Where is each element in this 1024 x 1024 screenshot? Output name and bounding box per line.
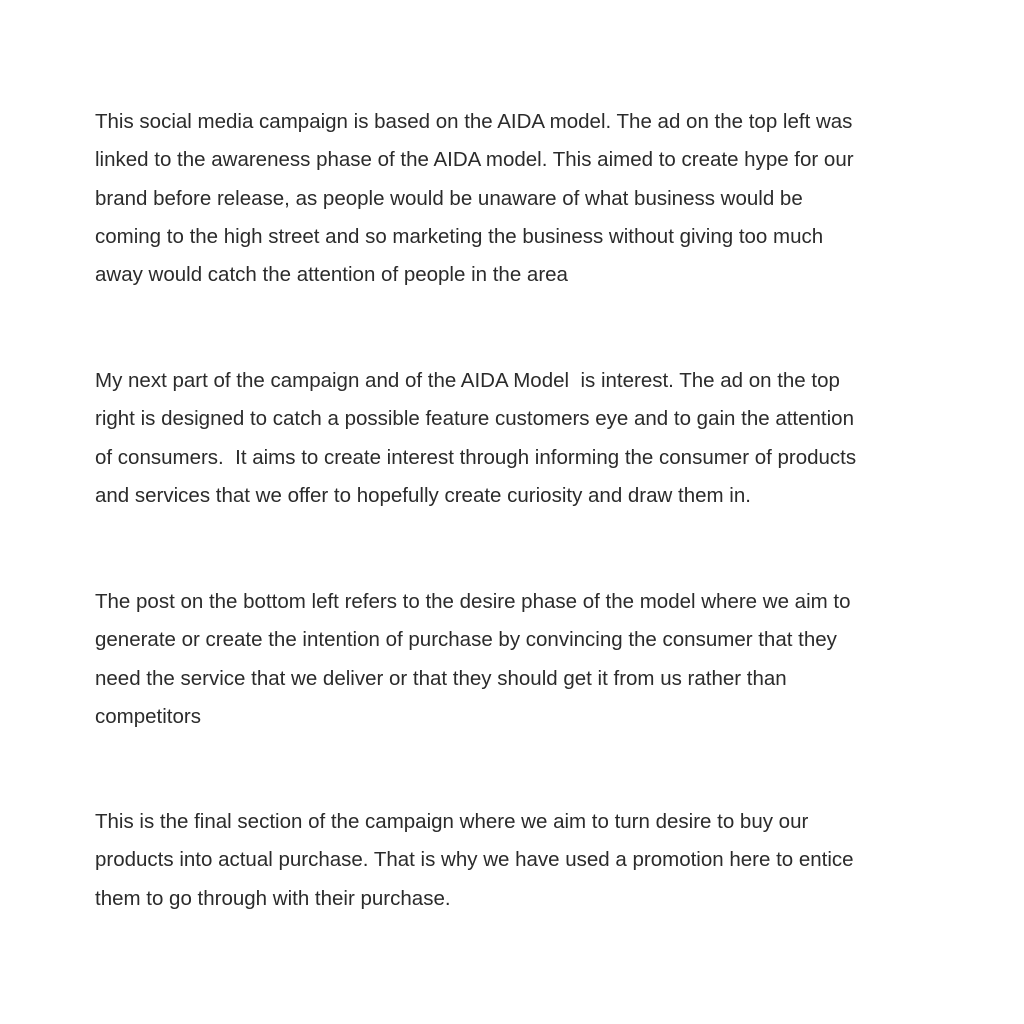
text-line: of consumers. It aims to create interest through informing the consumer of products xyxy=(95,445,857,469)
text-line: away would catch the attention of people in the area xyxy=(95,263,568,287)
text-line: The post on the bottom left refers to the desire phase of the model where we aim to xyxy=(95,590,851,613)
text-line: them to go through with their purchase. xyxy=(95,886,451,910)
text-line: products into actual purchase. That is why we have used a promotion here to entice xyxy=(95,848,854,872)
text-line: need the service that we deliver or that they should get it from us rather than xyxy=(95,666,787,690)
paragraph-awareness xyxy=(95,103,854,294)
paragraph-action xyxy=(95,803,854,918)
text-line: My next part of the campaign and of the AIDA Model is interest. The ad on the top xyxy=(95,369,840,392)
text-line: linked to the awareness phase of the AIDA model. This aimed to create hype for our xyxy=(95,148,854,172)
paragraph-desire xyxy=(95,583,851,736)
paragraph-interest xyxy=(95,362,856,515)
text-line: This is the final section of the campaign where we aim to turn desire to buy our xyxy=(95,810,809,833)
text-line: right is designed to catch a possible feature customers eye and to gain the attention xyxy=(95,407,854,431)
text-line: This social media campaign is based on the AIDA model. The ad on the top left was xyxy=(95,110,853,133)
text-line: brand before release, as people would be unaware of what business would be xyxy=(95,186,803,210)
text-line: generate or create the intention of purchase by convincing the consumer that they xyxy=(95,628,837,652)
text-line: competitors xyxy=(95,704,201,728)
text-line: and services that we offer to hopefully create curiosity and draw them in. xyxy=(95,483,751,507)
text-line: coming to the high street and so marketing the business without giving too much xyxy=(95,224,824,248)
